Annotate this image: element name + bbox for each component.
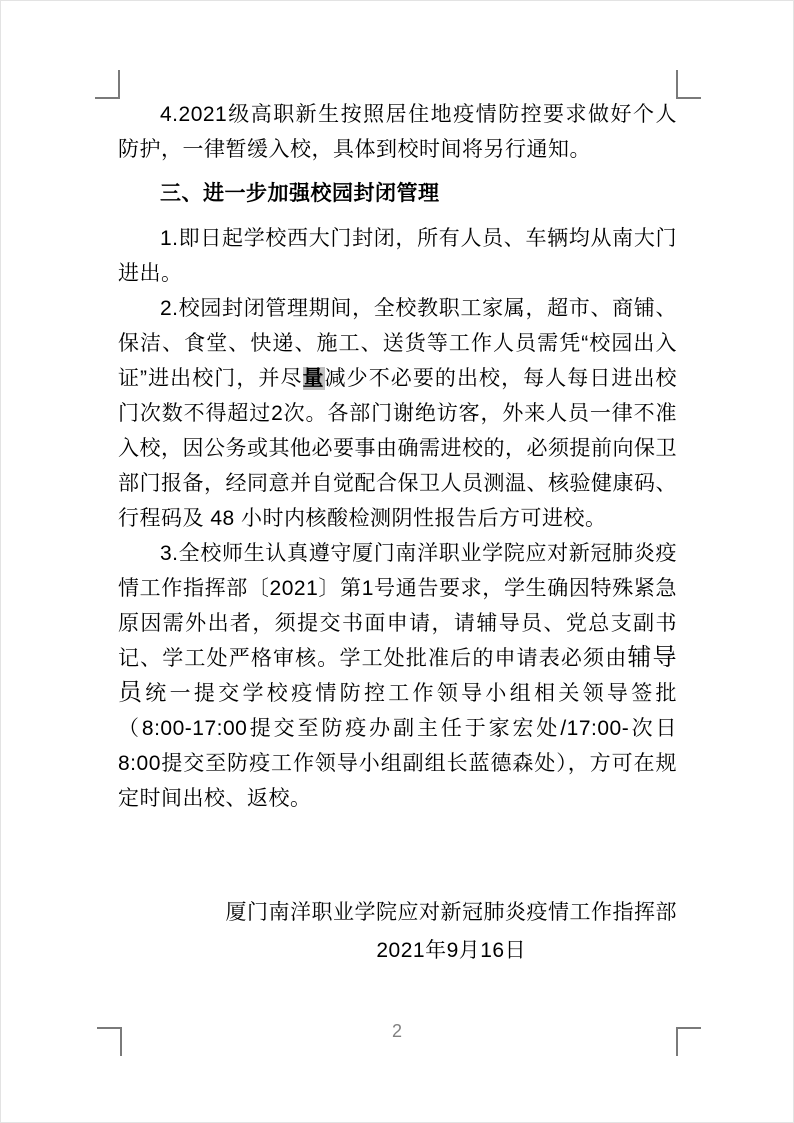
paragraph-item-1: 1.即日起学校西大门封闭，所有人员、车辆均从南大门进出。 — [118, 227, 677, 285]
document-body — [118, 97, 677, 970]
paragraph-item-2-text-before: 2.校园封闭管理期间，全校教职工家属，超市、商铺、保洁、食堂、快递、施工、送货等工作人员需凭“校园出入证”进出校门，并尽 — [118, 297, 677, 390]
paragraph-item-2 — [118, 291, 677, 536]
paragraph-item-3-text-after: 统一提交学校疫情防控工作领导小组相关领导签批（8:00-17:00提交至防疫办副主任于家宏处/17:00-次日8:00提交至防疫工作领导小组副组长蓝德森处），方可在规定时间出校、返校。 — [118, 682, 677, 810]
date-line: 2021年9月16日 — [376, 939, 527, 962]
section-heading-3: 三、进一步加强校园封闭管理 — [160, 182, 440, 205]
alt-font-text: 辅导员 — [118, 644, 678, 706]
paragraph-item-4: 4.2021级高职新生按照居住地疫情防控要求做好个人防护，一律暂缓入校，具体到校时间将另行通知。 — [118, 103, 677, 161]
crop-mark-top-right-icon — [676, 70, 701, 99]
paragraph-item-3 — [118, 536, 677, 816]
shaded-character: 量 — [302, 367, 325, 390]
crop-mark-top-left-icon — [95, 70, 120, 99]
paragraph-item-2-text-after: 减少不必要的出校，每人每日进出校门次数不得超过2次。各部门谢绝访客，外来人员一律不准入校，因公务或其他必要事由确需进校的，必须提前向保卫部门报备，经同意并自觉配合保卫人员测温、核验健康码、行程码及 48 小时内核酸检测阴性报告后方可进校。 — [118, 367, 678, 530]
signature-line: 厦门南洋职业学院应对新冠肺炎疫情工作指挥部 — [225, 901, 677, 924]
page-number: 2 — [391, 1021, 402, 1041]
signature-block — [118, 894, 677, 970]
paragraph-item-3-text-before: 3.全校师生认真遵守厦门南洋职业学院应对新冠肺炎疫情工作指挥部〔2021〕第1号通告要求，学生确因特殊紧急原因需外出者，须提交书面申请，请辅导员、党总支副书记、学工处严格审核。学工处批准后的申请表必须由 — [118, 542, 677, 670]
